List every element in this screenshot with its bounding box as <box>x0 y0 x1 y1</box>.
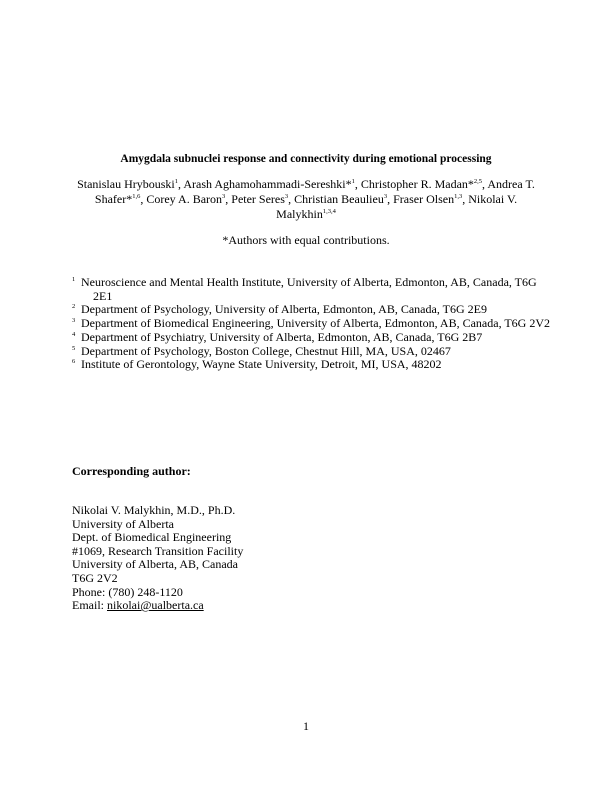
author-affiliation-marker: 1 <box>351 178 355 185</box>
author-affiliation-marker: 1,3 <box>454 193 463 200</box>
author-name: Corey A. Baron <box>146 192 223 206</box>
affiliation-item: $^4$ Department of Psychiatry, University of Alberta, Edmonton, AB, Canada, T6G 2B7 <box>72 329 483 344</box>
author-name: Nikolai V. Malykhin <box>276 192 518 221</box>
affiliation-item: $^3$ Department of Biomedical Engineering, University of Alberta, Edmonton, AB, Canada, T6G 2V2 <box>72 316 551 331</box>
corresponding-author-heading: Corresponding author: <box>72 464 191 478</box>
author-separator: , <box>462 192 469 206</box>
equal-contribution-note: *Authors with equal contributions. <box>222 233 390 247</box>
author-list <box>72 177 540 222</box>
contact-line: #1069, Research Transition Facility <box>72 543 244 558</box>
author-separator: , <box>225 192 232 206</box>
contact-line: Nikolai V. Malykhin, M.D., Ph.D. <box>72 503 236 517</box>
email-line <box>72 599 243 613</box>
contact-line: University of Alberta <box>72 516 174 531</box>
author <box>183 177 355 191</box>
affiliation-item: $^5$ Department of Psychology, Boston College, Chestnut Hill, MA, USA, 02467 <box>72 343 451 358</box>
email-link[interactable]: nikolai@ualberta.ca <box>107 598 204 613</box>
contact-line: Phone: (780) 248-1120 <box>72 584 183 599</box>
affiliation-text: Institute of Gerontology, Wayne State University, Detroit, MI, USA, 48202 <box>81 357 442 372</box>
author-name: Christopher R. Madan* <box>360 177 474 191</box>
affiliation-item: $^1$ Neuroscience and Mental Health Institute, University of Alberta, Edmonton, AB, Canada, T6G 2E1 <box>72 275 537 303</box>
author <box>77 177 178 191</box>
author-separator: , <box>354 177 361 191</box>
author-affiliation-marker: 1 <box>174 178 178 185</box>
author-affiliation-marker: 3 <box>222 193 226 200</box>
author-affiliation-marker: 1,6 <box>132 193 141 200</box>
affiliation-text: Department of Psychiatry, University of Alberta, Edmonton, AB, Canada, T6G 2B7 <box>81 329 483 344</box>
author-separator: , <box>140 192 147 206</box>
author-separator: , <box>387 192 394 206</box>
author-separator: , <box>288 192 295 206</box>
author-name: Arash Aghamohammadi-Sereshki* <box>183 177 352 191</box>
author-separator: , <box>482 177 488 191</box>
author-name: Fraser Olsen <box>393 192 455 206</box>
author-affiliation-marker: 2,5 <box>473 178 483 185</box>
author-affiliation-marker: 1,3,4 <box>322 208 336 215</box>
author <box>393 192 462 206</box>
affiliation-text: Department of Psychology, University of Alberta, Edmonton, AB, Canada, T6G 2E9 <box>81 302 487 317</box>
page-number: 1 <box>303 719 309 733</box>
paper-title: Amygdala subnuclei response and connectivity during emotional processing <box>120 153 492 165</box>
email-label: Email: <box>72 598 107 613</box>
author <box>361 177 482 191</box>
author-separator: , <box>178 177 184 191</box>
author <box>294 192 387 206</box>
author <box>231 192 288 206</box>
author-affiliation-marker: 3 <box>284 193 289 200</box>
contact-line: Dept. of Biomedical Engineering <box>72 530 232 545</box>
affiliation-item: $^2$ Department of Psychology, University of Alberta, Edmonton, AB, Canada, T6G 2E9 <box>72 302 487 317</box>
corresponding-author-details <box>72 504 243 613</box>
affiliation-list <box>72 276 550 372</box>
affiliation-text: Department of Biomedical Engineering, University of Alberta, Edmonton, AB, Canada, T6G 2V2 <box>81 316 551 331</box>
author-name: Andrea T. Shafer* <box>94 177 535 206</box>
affiliation-text: Department of Psychology, Boston College, Chestnut Hill, MA, USA, 02467 <box>81 343 451 358</box>
author-name: Stanislau Hrybouski <box>77 177 175 191</box>
affiliation-item: $^6$ Institute of Gerontology, Wayne State University, Detroit, MI, USA, 48202 <box>72 357 442 372</box>
author-name: Christian Beaulieu <box>294 192 384 206</box>
author-name: Peter Seres <box>231 192 285 206</box>
author <box>146 192 225 206</box>
author-affiliation-marker: 3 <box>383 193 388 200</box>
contact-line: University of Alberta, AB, Canada <box>72 557 238 572</box>
affiliation-text: Neuroscience and Mental Health Institute, University of Alberta, Edmonton, AB, Canada, T6G 2E1 <box>81 275 537 303</box>
contact-line: T6G 2V2 <box>72 570 118 585</box>
